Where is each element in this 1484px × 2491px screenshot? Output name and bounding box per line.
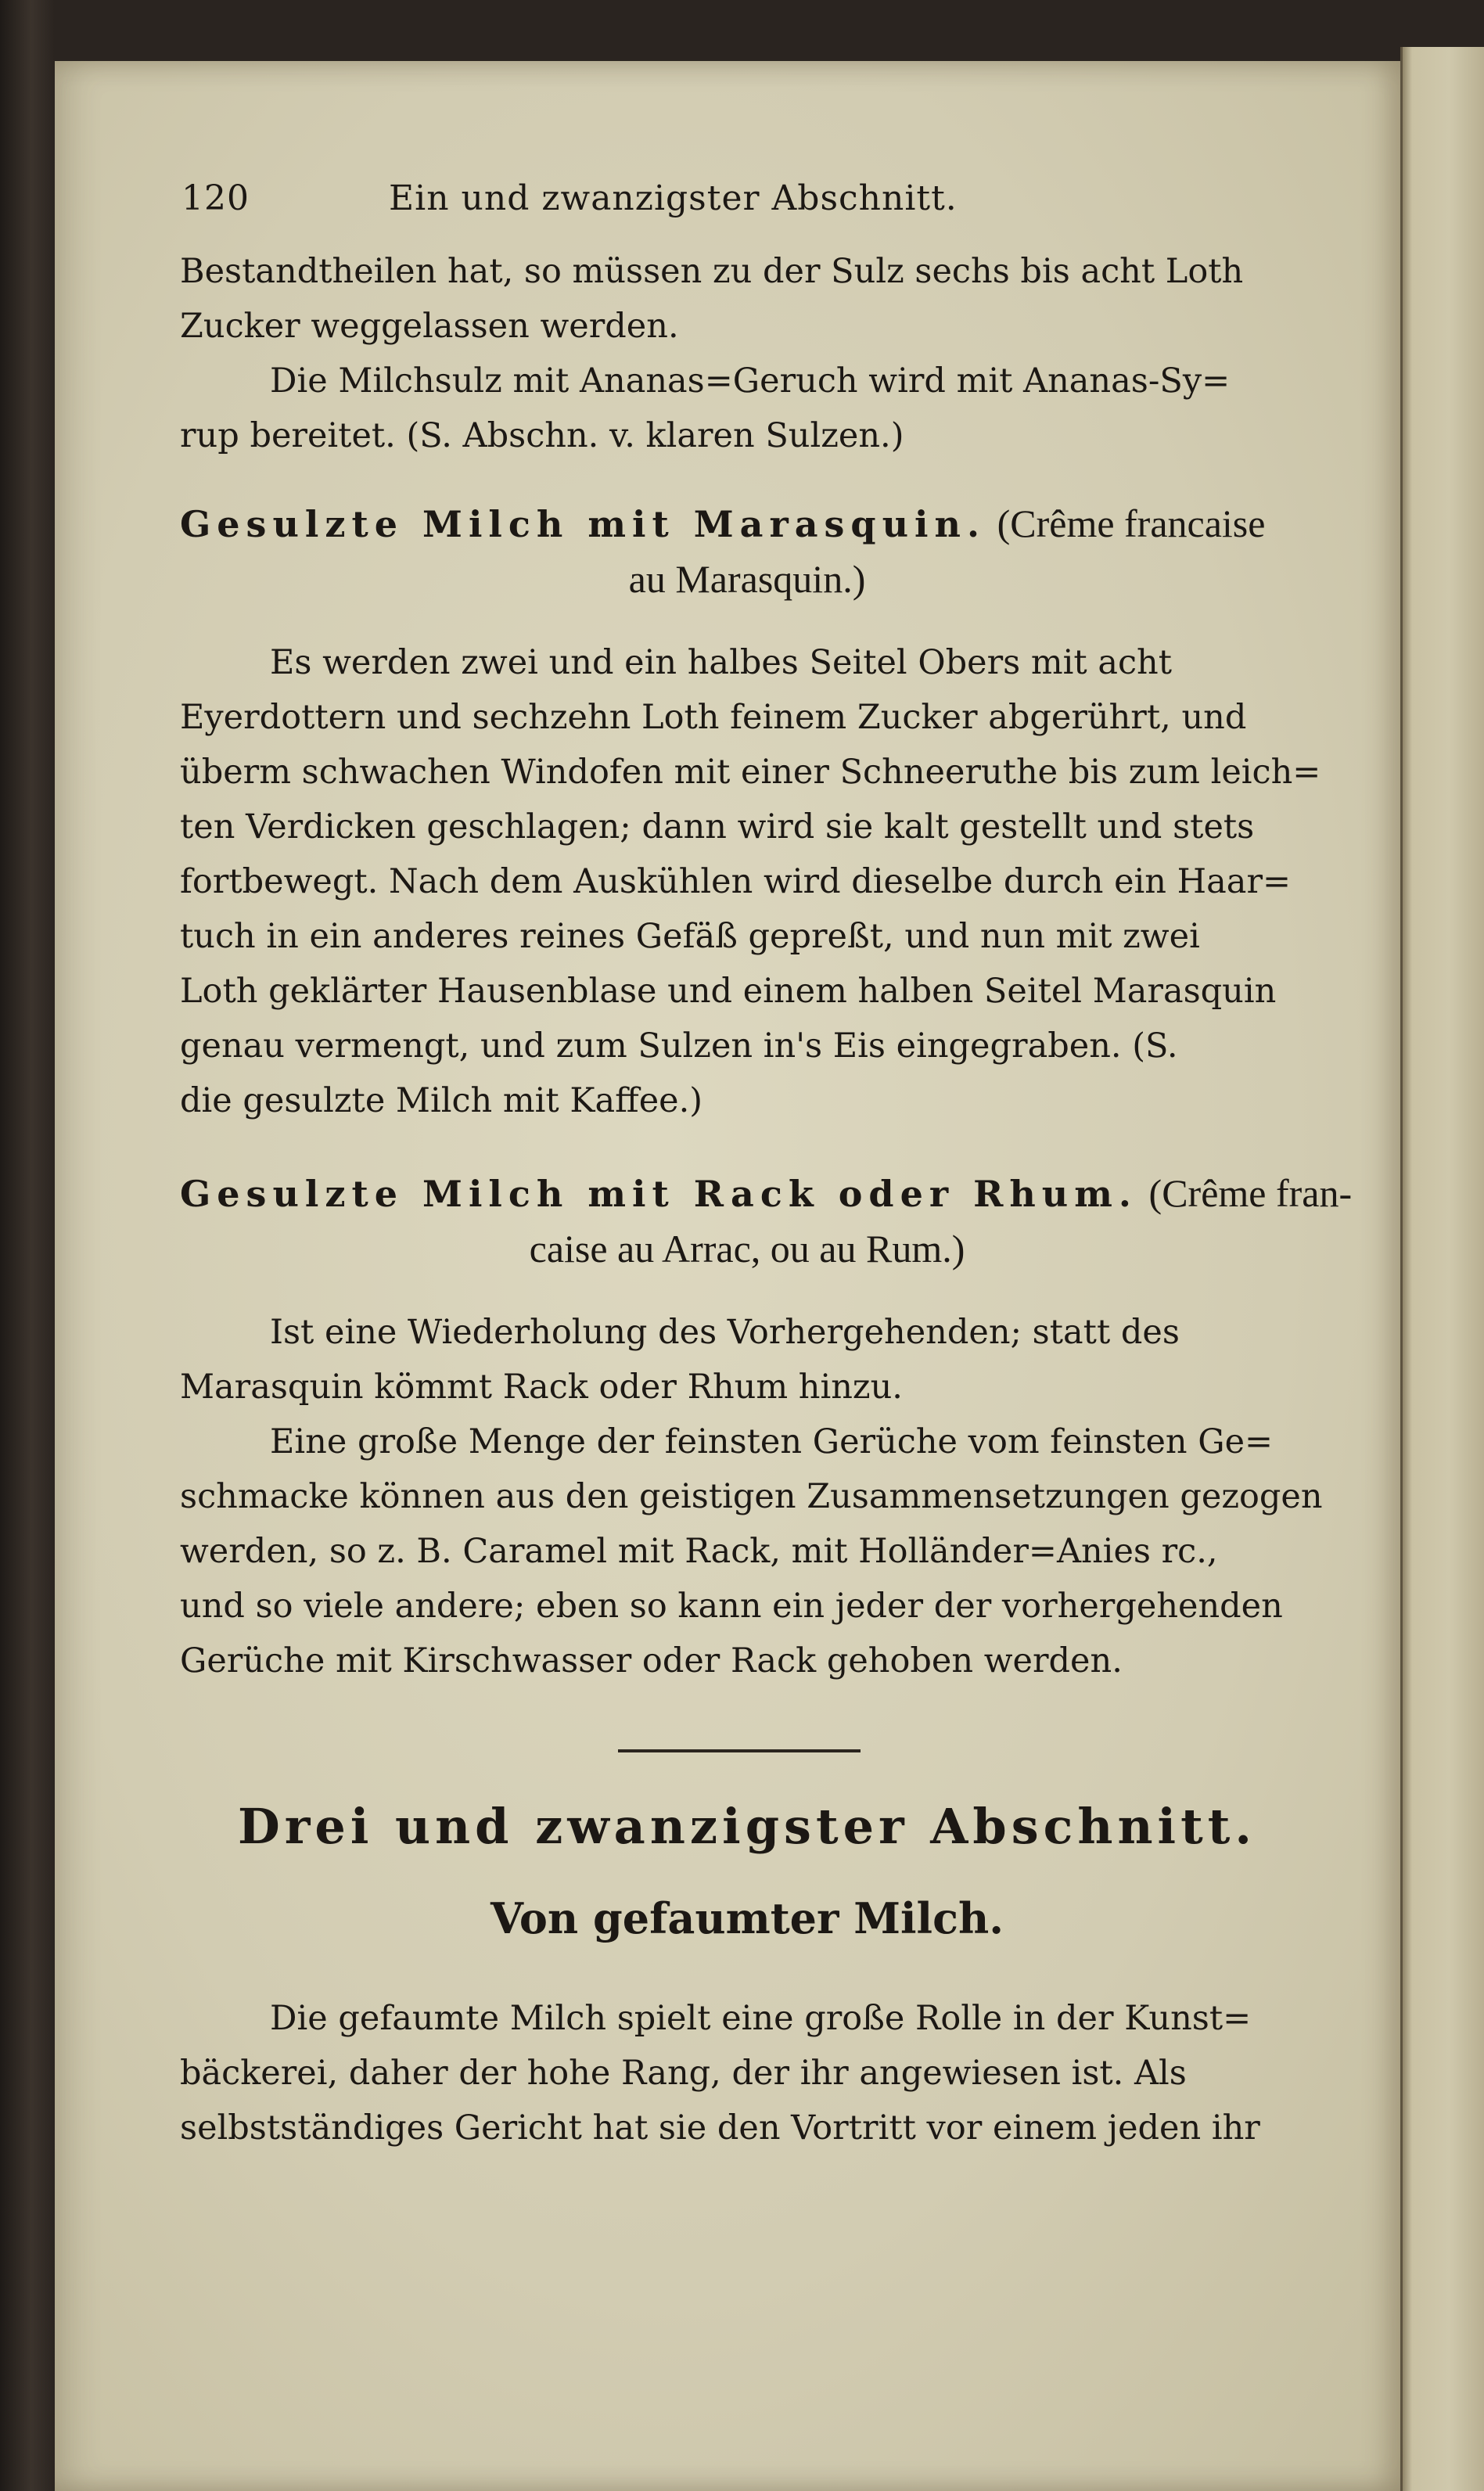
recipe-heading-french-cont: au Marasquin.) [628,557,866,601]
recipe-heading-french: (Crême francaise [997,501,1266,545]
recipe-heading [180,496,1314,606]
running-head [181,178,958,218]
text-line: Eyerdottern und sechzehn Loth feinem Zucker abgerührt, und [180,698,1247,737]
text-line: werden, so z. B. Caramel mit Rack, mit Holländer=Anies rc., [180,1532,1218,1571]
text-line: schmacke können aus den geistigen Zusammensetzungen gezogen [180,1477,1323,1516]
chapter-title: Drei und zwanzigster Abschnitt. [238,1798,1256,1855]
text-line: Loth geklärter Hausenblase und einem halben Seitel Marasquin [180,972,1277,1011]
text-line: Gerüche mit Kirschwasser oder Rack gehoben werden. [180,1641,1123,1680]
text-line: genau vermengt, und zum Sulzen in's Eis eingegraben. (S. [180,1026,1178,1066]
chapter-subtitle: Von gefaumter Milch. [490,1893,1004,1943]
recipe-heading-french-cont: caise au Arrac, ou au Rum.) [529,1227,965,1271]
paragraph-continuation [180,244,1314,463]
recipe-paragraph [180,1305,1323,1688]
text-line: rup bereitet. (S. Abschn. v. klaren Sulzen.) [180,416,904,455]
text-line: Marasquin kömmt Rack oder Rhum hinzu. [180,1368,903,1407]
recipe-heading-german: Gesulzte Milch mit Rack oder Rhum. [180,1173,1137,1215]
page-number: 120 [181,178,250,218]
recipe-heading-french: (Crême fran- [1148,1171,1353,1215]
text-line: Bestandtheilen hat, so müssen zu der Sulz sechs bis acht Loth [180,252,1244,291]
text-line: überm schwachen Windofen mit einer Schneeruthe bis zum leich= [180,753,1321,792]
text-line: tuch in ein anderes reines Gefäß gepreßt, und nun mit zwei [180,917,1200,956]
text-line: Eine große Menge der feinsten Gerüche vom feinsten Ge= [270,1422,1274,1461]
recipe-paragraph [180,635,1321,1128]
text-line: und so viele andere; eben so kann ein jeder der vorhergehenden [180,1587,1283,1626]
running-head-title: Ein und zwanzigster Abschnitt. [389,178,958,218]
text-line: Zucker weggelassen werden. [180,307,679,346]
text-line: Die gefaumte Milch spielt eine große Rolle in der Kunst= [270,1999,1252,2038]
text-line: die gesulzte Milch mit Kaffee.) [180,1081,703,1120]
recipe-heading [180,1166,1353,1276]
text-line: bäckerei, daher der hohe Rang, der ihr angewiesen ist. Als [180,2054,1187,2093]
recipe-heading-german: Gesulzte Milch mit Marasquin. [180,503,986,545]
text-line: selbstständiges Gericht hat sie den Vortritt vor einem jeden ihr [180,2108,1260,2148]
text-line: ten Verdicken geschlagen; dann wird sie kalt gestellt und stets [180,807,1255,847]
chapter-paragraph [180,1991,1314,2155]
section-divider [618,1749,861,1752]
text-line: Ist eine Wiederholung des Vorhergehenden; statt des [270,1313,1180,1352]
text-line: Die Milchsulz mit Ananas=Geruch wird mit Ananas-Sy= [270,361,1231,401]
next-page-edge [1400,47,1484,2491]
text-line: Es werden zwei und ein halbes Seitel Obers mit acht [270,643,1173,682]
text-line: fortbewegt. Nach dem Auskühlen wird dieselbe durch ein Haar= [180,862,1292,901]
